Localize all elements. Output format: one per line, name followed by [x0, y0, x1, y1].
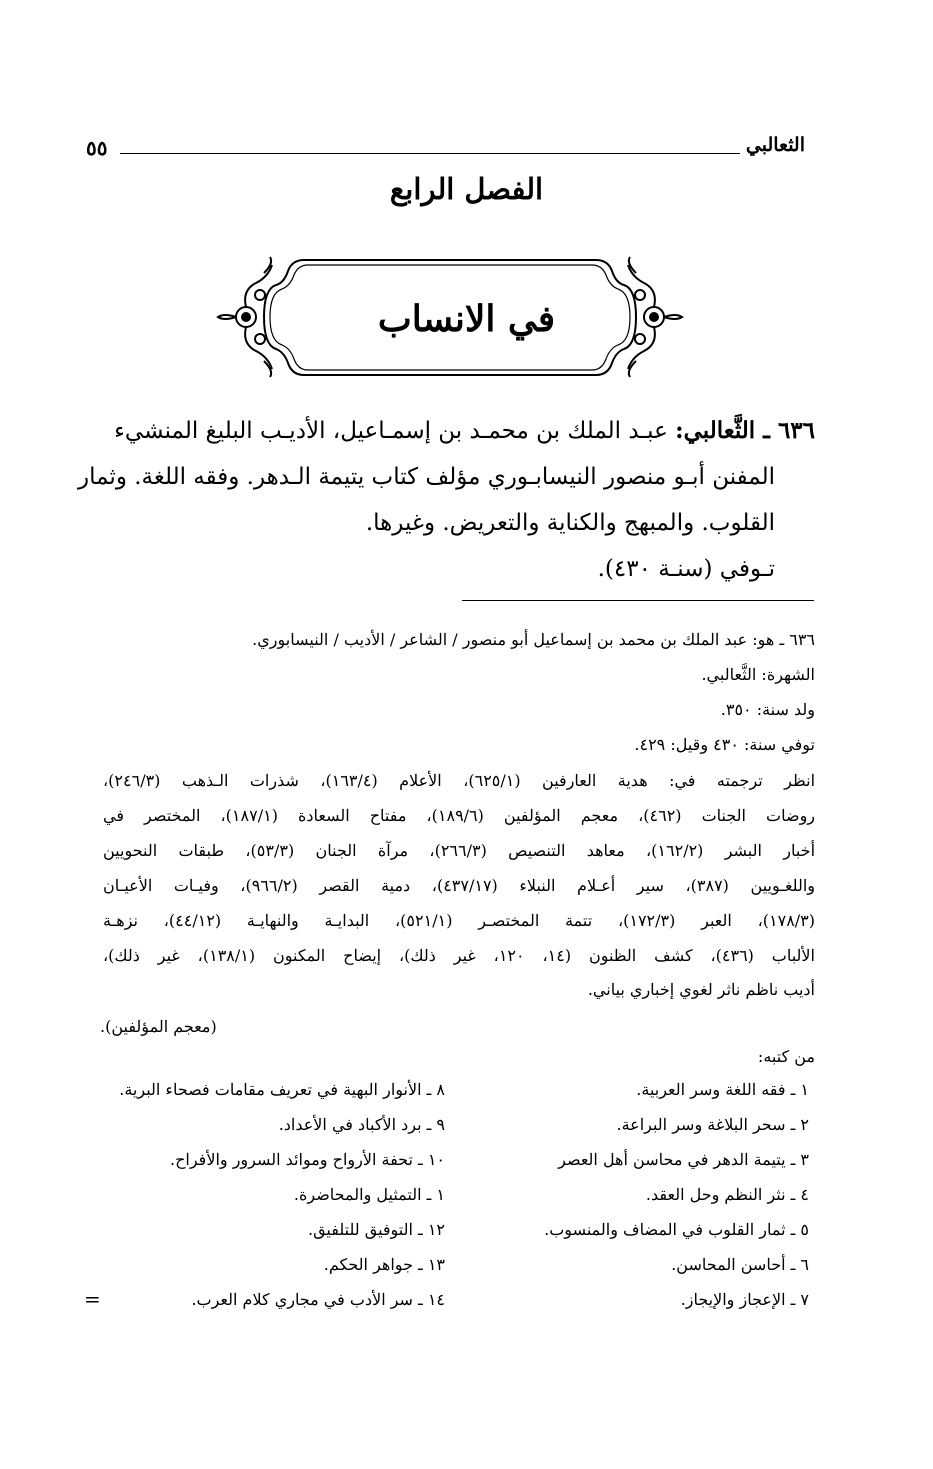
book-item: ١ ـ فقه اللغة وسر العربية.	[636, 1080, 809, 1099]
continuation-mark: =	[84, 1287, 101, 1311]
book-item: ١ ـ التمثيل والمحاضرة.	[293, 1185, 445, 1204]
entry-number-name: ٦٣٦ ـ الثَّعالبي:	[675, 417, 815, 444]
footnote-fame: الشهرة: الثَّعالبي.	[701, 665, 815, 684]
entry-line-1-text: عبـد الملك بن محمـد بن إسمـاعيل، الأديـب البليغ المنشيء	[114, 418, 668, 444]
book-item: ١٢ ـ التوفيق للتلفيق.	[307, 1220, 445, 1239]
entry-line-4: تـوفي (سنـة ٤٣٠).	[597, 556, 775, 582]
book-item: ٦ ـ أحاسن المحاسن.	[671, 1255, 809, 1274]
footnote-ref-line: الألباب (٤٣٦)، كشف الظنون (١٤، ١٢٠، غير ذلك)، إيضاح المكنون (١٣٨/١)، غير ذلك)،	[103, 946, 816, 965]
book-item: ٢ ـ سحر البلاغة وسر البراعة.	[616, 1115, 809, 1134]
footnote-ref-line: (١٧٨/٣)، العبر (١٧٢/٣)، تتمة المختصـر (٥٢١/١)، البدايـة والنهايـة (٤٤/١٢)، نزهـة	[103, 911, 816, 930]
book-item: ٩ ـ برد الأكباد في الأعداد.	[278, 1115, 445, 1134]
books-heading: من كتبه:	[757, 1047, 815, 1066]
footnote-birth: ولد سنة: ٣٥٠.	[720, 700, 815, 719]
footnote-death: توفي سنة: ٤٣٠ وقيل: ٤٢٩.	[634, 735, 815, 754]
entry-line-3: القلوب. والمبهج والكناية والتعريض. وغيرها.	[365, 510, 775, 536]
book-item: ١٣ ـ جواهر الحكم.	[323, 1255, 445, 1274]
book-item: ١٤ ـ سر الأدب في مجاري كلام العرب.	[191, 1290, 445, 1309]
book-item: ٧ ـ الإعجاز والإيجاز.	[680, 1290, 809, 1309]
running-title: الثعالبي	[745, 134, 805, 156]
footnote-last-line: أديب ناظم ناثر لغوي إخباري بياني.	[587, 980, 815, 999]
footnote-ref-line: واللغـويين (٣٨٧)، سير أعـلام النبلاء (٤٣٧/١٧)، دمية القصر (٩٦٦/٢)، وفيـات الأعيـان	[103, 876, 816, 895]
book-item: ٨ ـ الأنوار البهية في تعريف مقامات فصحاء البرية.	[119, 1080, 445, 1099]
book-item: ١٠ ـ تحفة الأرواح وموائد السرور والأفراح.	[169, 1150, 445, 1169]
book-item: ٤ ـ نثر النظم وحل العقد.	[645, 1185, 809, 1204]
book-item: ٥ ـ ثمار القلوب في المضاف والمنسوب.	[544, 1220, 809, 1239]
chapter-title: الفصل الرابع	[389, 172, 544, 206]
book-item: ٣ ـ يتيمة الدهر في محاسن أهل العصر	[558, 1150, 809, 1169]
footnote-line-1: ٦٣٦ ـ هو: عبد الملك بن محمد بن إسماعيل أبو منصور / الشاعر / الأديب / النيسابوري.	[252, 630, 815, 649]
header-rule	[120, 153, 740, 154]
entry-line-2: المفنن أبـو منصور النيسابـوري مؤلف كتاب يتيمة الـدهر. وفقه اللغة. وثمار	[78, 464, 775, 490]
footnote-ref-line: أخبار البشر (١٦٢/٢)، معاهد التنصيص (٢٦٦/٣)، مرآة الجنان (٥٣/٣)، طبقات النحويين	[103, 841, 816, 860]
entry-line-1	[114, 408, 815, 454]
page-number: ٥٥	[86, 136, 108, 160]
footnote-source: (معجم المؤلفين).	[100, 1017, 217, 1036]
section-title: في الانساب	[377, 298, 556, 340]
footnote-separator	[462, 600, 814, 601]
footnote-ref-line: روضات الجنات (٤٦٢)، معجم المؤلفين (١٨٩/٦)، مفتاح السعادة (١٨٧/١)، المختصر في	[103, 806, 816, 825]
footnote-ref-line: انظر ترجمته في: هدية العارفين (٦٢٥/١)، الأعلام (١٦٣/٤)، شذرات الـذهب (٢٤٦/٣)،	[103, 771, 816, 790]
